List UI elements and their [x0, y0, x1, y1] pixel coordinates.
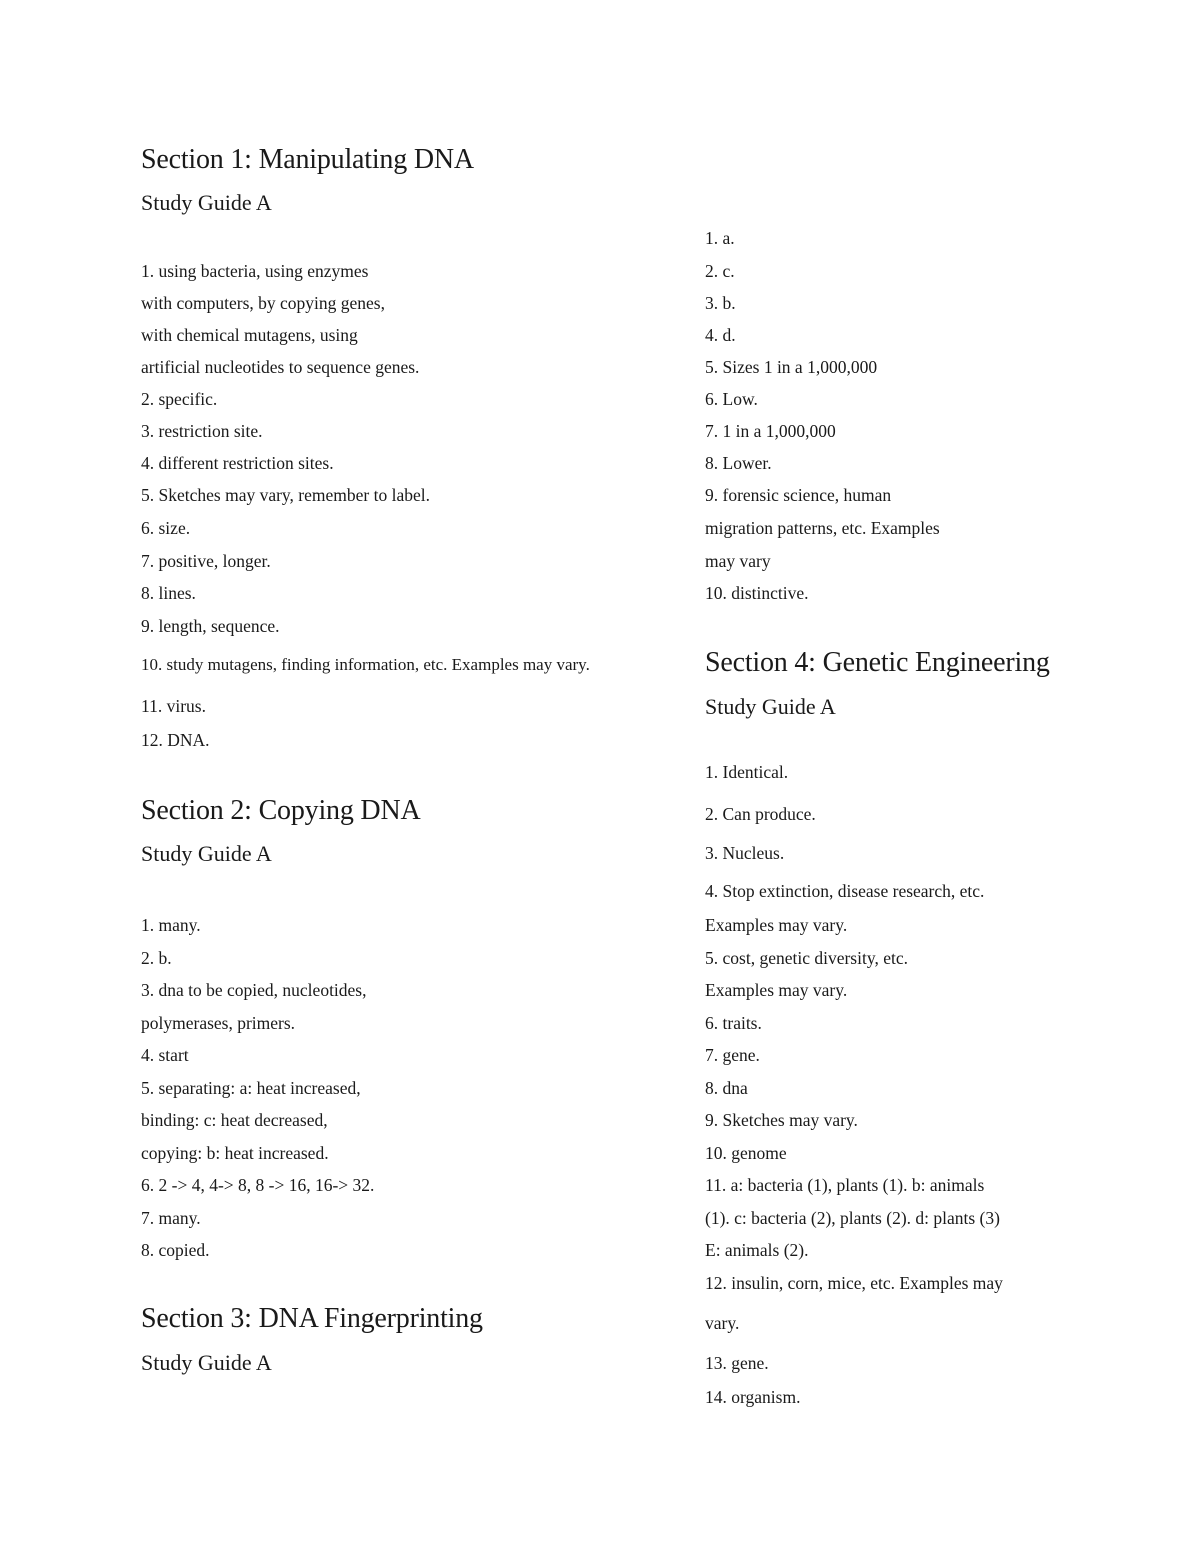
- s2-line: 5. separating: a: heat increased,: [141, 1078, 361, 1098]
- s3-line: 2. c.: [705, 261, 735, 281]
- s4-line: 4. Stop extinction, disease research, etc.: [705, 881, 985, 901]
- s1-line: 8. lines.: [141, 583, 196, 603]
- s2-line: 6. 2 -> 4, 4-> 8, 8 -> 16, 16-> 32.: [141, 1175, 375, 1195]
- s1-line: 5. Sketches may vary, remember to label.: [141, 485, 430, 505]
- s1-line: 12. DNA.: [141, 730, 210, 750]
- s3-line: may vary: [705, 551, 771, 571]
- section-2-subtitle: Study Guide A: [141, 841, 272, 866]
- s4-line: 2. Can produce.: [705, 804, 816, 824]
- s2-line: 2. b.: [141, 948, 172, 968]
- s2-line: 3. dna to be copied, nucleotides,: [141, 980, 367, 1000]
- s4-line: Examples may vary.: [705, 915, 848, 935]
- s4-line: 5. cost, genetic diversity, etc.: [705, 948, 908, 968]
- s2-line: polymerases, primers.: [141, 1013, 296, 1033]
- s1-line: 3. restriction site.: [141, 421, 263, 441]
- s1-line: 6. size.: [141, 518, 191, 538]
- section-1-subtitle: Study Guide A: [141, 190, 272, 215]
- section-2-title: Section 2: Copying DNA: [141, 795, 421, 826]
- s2-line: copying: b: heat increased.: [141, 1143, 329, 1163]
- s1-line: with computers, by copying genes,: [141, 293, 385, 313]
- s4-line: 14. organism.: [705, 1387, 801, 1407]
- s3-line: migration patterns, etc. Examples: [705, 518, 940, 538]
- s1-line: 1. using bacteria, using enzymes: [141, 261, 369, 281]
- s4-line: (1). c: bacteria (2), plants (2). d: plants (3): [705, 1208, 1000, 1228]
- s4-line: vary.: [705, 1313, 740, 1333]
- section-4-title: Section 4: Genetic Engineering: [705, 647, 1050, 678]
- s1-line: artificial nucleotides to sequence genes.: [141, 357, 420, 377]
- s2-line: 1. many.: [141, 915, 201, 935]
- s3-line: 7. 1 in a 1,000,000: [705, 421, 836, 441]
- s4-line: 8. dna: [705, 1078, 748, 1098]
- s2-line: 4. start: [141, 1045, 189, 1065]
- section-4-subtitle: Study Guide A: [705, 694, 836, 719]
- s1-line: with chemical mutagens, using: [141, 325, 358, 345]
- s4-line: 11. a: bacteria (1), plants (1). b: animals: [705, 1175, 985, 1195]
- s1-line: 10. study mutagens, finding information, etc. Examples may vary.: [141, 655, 590, 674]
- s4-line: Examples may vary.: [705, 980, 848, 1000]
- s2-line: 8. copied.: [141, 1240, 210, 1260]
- s4-line: 1. Identical.: [705, 762, 789, 782]
- s1-line: 2. specific.: [141, 389, 218, 409]
- s4-line: 10. genome: [705, 1143, 787, 1163]
- s4-line: 6. traits.: [705, 1013, 762, 1033]
- s1-line: 11. virus.: [141, 696, 206, 716]
- s1-line: 7. positive, longer.: [141, 551, 271, 571]
- section-3-subtitle: Study Guide A: [141, 1350, 272, 1375]
- s3-line: 8. Lower.: [705, 453, 772, 473]
- s3-line: 4. d.: [705, 325, 736, 345]
- s1-line: 4. different restriction sites.: [141, 453, 334, 473]
- section-3-title: Section 3: DNA Fingerprinting: [141, 1303, 483, 1334]
- s4-line: 3. Nucleus.: [705, 843, 785, 863]
- s3-line: 9. forensic science, human: [705, 485, 892, 505]
- section-1-title: Section 1: Manipulating DNA: [141, 144, 474, 175]
- s2-line: binding: c: heat decreased,: [141, 1110, 328, 1130]
- s3-line: 3. b.: [705, 293, 736, 313]
- s4-line: 7. gene.: [705, 1045, 760, 1065]
- s3-line: 6. Low.: [705, 389, 758, 409]
- s4-line: E: animals (2).: [705, 1240, 809, 1260]
- s4-line: 9. Sketches may vary.: [705, 1110, 858, 1130]
- s3-line: 1. a.: [705, 228, 735, 248]
- s3-line: 10. distinctive.: [705, 583, 809, 603]
- s2-line: 7. many.: [141, 1208, 201, 1228]
- s4-line: 13. gene.: [705, 1353, 769, 1373]
- s3-line: 5. Sizes 1 in a 1,000,000: [705, 357, 878, 377]
- s1-line: 9. length, sequence.: [141, 616, 280, 636]
- s4-line: 12. insulin, corn, mice, etc. Examples may: [705, 1273, 1003, 1293]
